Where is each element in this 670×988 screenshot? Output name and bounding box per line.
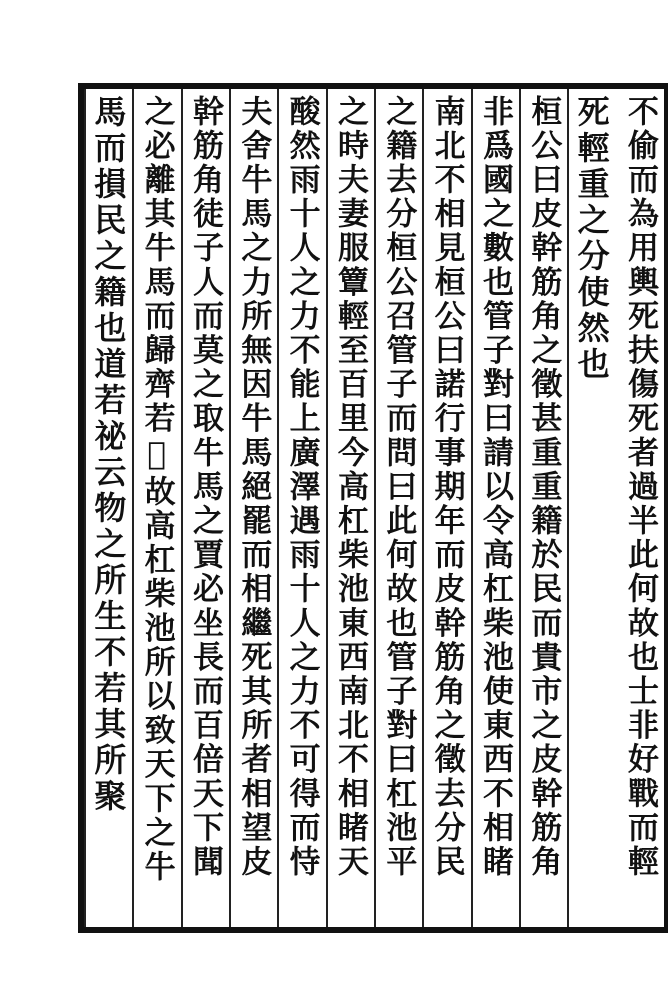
text-column-5 — [422, 89, 470, 927]
column-text: 酸然雨十人之力不能上廣澤遇雨十人之力不可得而恃 — [283, 95, 320, 880]
column-text: 桓公曰皮幹筋角之徵甚重重籍於民而貴市之皮幹筋角 — [525, 95, 562, 880]
text-column-9 — [229, 89, 277, 927]
text-column-7 — [326, 89, 374, 927]
text-column-10 — [181, 89, 229, 927]
frame-right-rule — [664, 89, 668, 927]
text-column-12 — [84, 89, 132, 927]
column-text: 不偷而為用輿死扶傷死者過半此何故也士非好戰而輕 — [621, 95, 658, 880]
column-text: 非爲國之數也管子對曰請以令高杠柴池使東西不相睹 — [476, 95, 513, 880]
text-column-2 — [567, 89, 615, 927]
column-text: 幹筋角徒子人而莫之取牛馬之賈必坐長而百倍天下聞 — [186, 95, 223, 880]
text-columns — [84, 89, 664, 927]
column-text: 死輕重之分使然也 — [572, 95, 611, 383]
column-text: 南北不相見桓公曰諾行事期年而皮幹筋角之徵去分民 — [428, 95, 465, 880]
text-column-8 — [277, 89, 325, 927]
column-text: 之必離其牛馬而歸齊若𣲖故高杠柴池所以致天下之牛 — [138, 95, 175, 885]
text-column-3 — [519, 89, 567, 927]
column-text: 夫舍牛馬之力所無因牛馬絕罷而相繼死其所者相望皮 — [235, 95, 272, 880]
text-column-1 — [616, 89, 664, 927]
column-text: 之時夫妻服簟輕至百里今高杠柴池東西南北不相睹天 — [331, 95, 368, 880]
text-column-4 — [471, 89, 519, 927]
text-column-6 — [374, 89, 422, 927]
column-text: 馬而損民之籍也道若祕云物之所生不若其所聚 — [89, 95, 128, 815]
column-text: 之籍去分桓公召管子而問曰此何故也管子對曰杠池平 — [380, 95, 417, 880]
text-column-11 — [132, 89, 180, 927]
